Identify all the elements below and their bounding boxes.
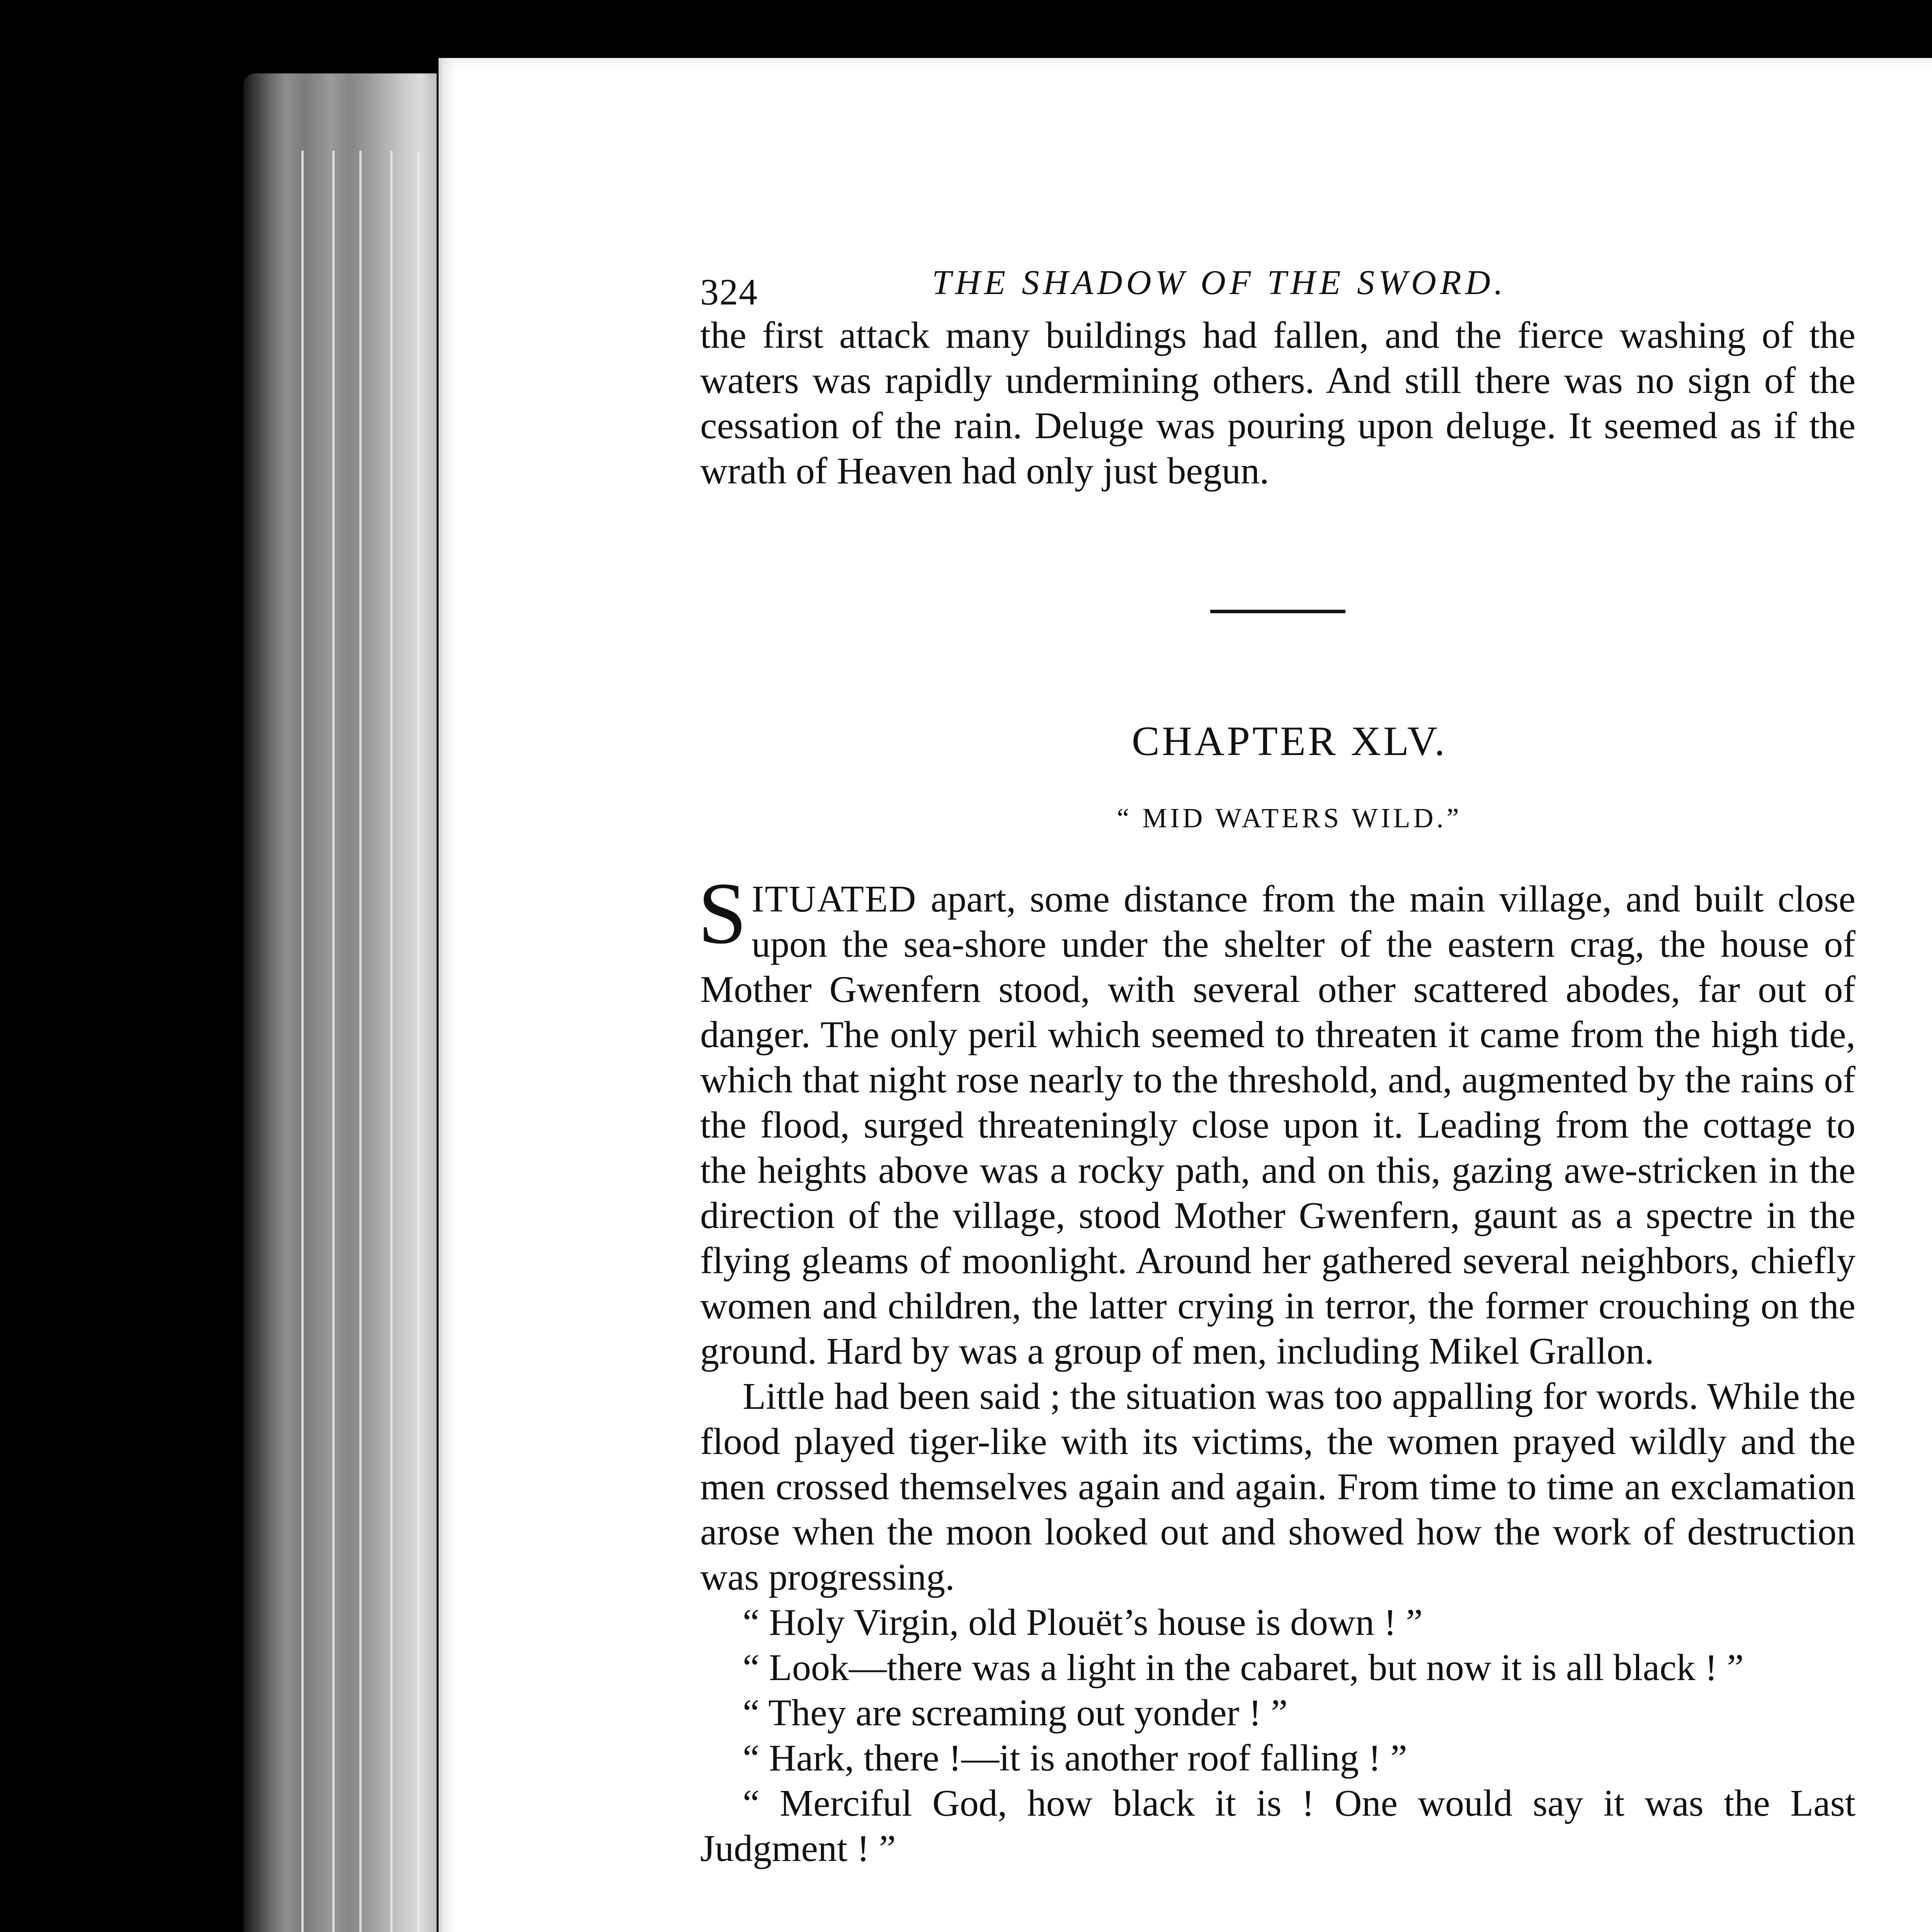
second-paragraph: Little had been said ; the situation was too appalling for words. While the flood played tiger-like with its victims, the women prayed wildly and the men crossed themselves again and again. From time to time an exclamation arose when the moon looked out and showed how the work of destruction was progressing. bbox=[700, 1376, 1855, 1598]
book-page-stack-edge bbox=[243, 73, 437, 1932]
page-edge-line bbox=[301, 151, 304, 1932]
page-edge-line bbox=[359, 151, 362, 1932]
page-number: 324 bbox=[700, 271, 758, 313]
opening-smallcaps: ITUATED bbox=[751, 878, 917, 920]
continued-paragraph: the first attack many buildings had fallen, and the fierce washing of the waters was rapidly undermining others. And still there was no sign of the cessation of the rain. Deluge was pouring upon deluge. It seemed as if the wrath of Heaven had only just begun. bbox=[700, 315, 1855, 492]
page-edge-line bbox=[417, 151, 420, 1932]
chapter-subtitle: “ MID WATERS WILD.” bbox=[1117, 803, 1462, 833]
opening-paragraph-text: apart, some distance from the main village, and built close upon the sea-shore under the shelter of the eastern crag, the house of Mother Gwenfern stood, with several other scattered abodes, far out of danger. The only peril which seemed to threaten it came from the high tide, which that night rose nearly to the threshold, and, augmented by the rains of the flood, surged threateningly close upon it. Leading from the cottage to the heights above was a rocky path, and on this, gazing awe-stricken in the direction of the village, stood Mother Gwenfern, gaunt as a spectre in the flying gleams of moonlight. Around her gathered several neighbors, chiefly women and children, the latter crying in terror, the former crouching on the ground. Hard by was a group of men, including Mikel Grallon. bbox=[700, 878, 1855, 1372]
dialogue-line: “ Look—there was a light in the cabaret, but now it is all black ! ” bbox=[743, 1647, 1744, 1689]
page-text-block bbox=[700, 263, 1855, 1871]
section-divider-rule bbox=[1210, 610, 1345, 613]
dialogue-line: “ Holy Virgin, old Plouët’s house is down ! ” bbox=[743, 1602, 1423, 1643]
chapter-opening-paragraph bbox=[698, 865, 1855, 1374]
page-edge-line bbox=[390, 151, 393, 1932]
drop-cap: S bbox=[698, 865, 747, 962]
running-title: THE SHADOW OF THE SWORD. bbox=[932, 264, 1507, 302]
chapter-title: CHAPTER XLV. bbox=[1131, 718, 1447, 764]
dialogue-line: “ They are screaming out yonder ! ” bbox=[743, 1692, 1288, 1734]
running-head bbox=[700, 263, 1855, 313]
dialogue-line: “ Merciful God, how black it is ! One would say it was the Last Judgment ! ” bbox=[700, 1782, 1855, 1869]
page-edge-line bbox=[332, 151, 335, 1932]
dialogue-line: “ Hark, there !—it is another roof falling ! ” bbox=[743, 1737, 1407, 1779]
